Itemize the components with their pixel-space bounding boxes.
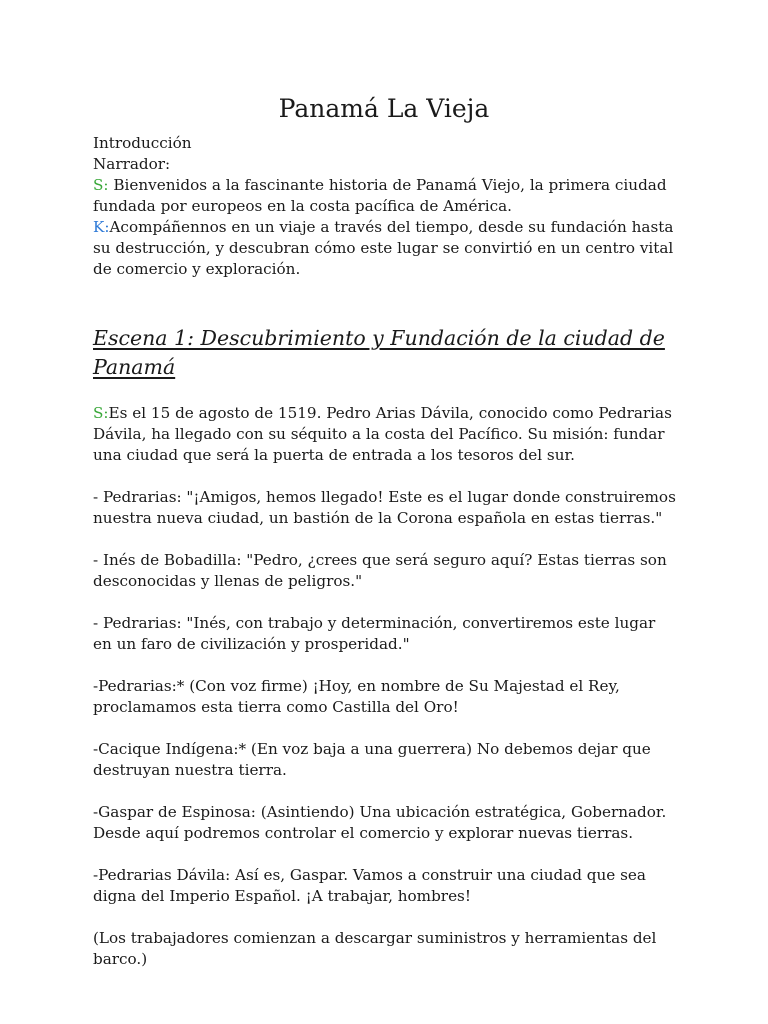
speaker-label-s: S: <box>93 176 109 194</box>
page-title: Panamá La Vieja <box>278 94 490 123</box>
dialogue-paragraph: -Pedrarias Dávila: Así es, Gaspar. Vamos a construir una ciudad que sea digna del Imperio Español. ¡A trabajar, hombres! <box>93 866 646 905</box>
intro-line-s <box>93 175 678 217</box>
dialogue-paragraph: -Cacique Indígena:* (En voz baja a una guerrera) No debemos dejar que destruyan nuestra tierra. <box>93 740 651 779</box>
scene-heading: Escena 1: Descubrimiento y Fundación de la ciudad de Panamá <box>93 326 665 379</box>
narrator-label: Narrador: <box>93 155 171 173</box>
dialogue-paragraph: - Inés de Bobadilla: "Pedro, ¿crees que será seguro aquí? Estas tierras son desconocidas y llenas de peligros." <box>93 551 667 590</box>
scene-body <box>93 403 678 991</box>
intro-line-k <box>93 217 678 280</box>
scene-opening-text: Es el 15 de agosto de 1519. Pedro Arias Dávila, conocido como Pedrarias Dávila, ha llegado con su séquito a la costa del Pacífico. Su misión: fundar una ciudad que será la puerta de entrada a los tesoros del sur. <box>93 404 672 464</box>
dialogue-paragraph: -Pedrarias:* (Con voz firme) ¡Hoy, en nombre de Su Majestad el Rey, proclamamos esta tierra como Castilla del Oro! <box>93 677 620 716</box>
stage-direction: (Los trabajadores comienzan a descargar suministros y herramientas del barco.) <box>93 929 657 968</box>
intro-line-text: Bienvenidos a la fascinante historia de Panamá Viejo, la primera ciudad fundada por europeos en la costa pacífica de América. <box>93 176 672 215</box>
speaker-label-s: S: <box>93 404 109 422</box>
dialogue-paragraph: - Pedrarias: "¡Amigos, hemos llegado! Este es el lugar donde construiremos nuestra nueva ciudad, un bastión de la Corona española en estas tierras." <box>93 488 676 527</box>
scene-opening <box>93 403 678 466</box>
dialogue-paragraph: - Pedrarias: "Inés, con trabajo y determinación, convertiremos este lugar en un faro de civilización y prosperidad." <box>93 614 656 653</box>
intro-section <box>93 133 678 280</box>
dialogue-paragraph: -Gaspar de Espinosa: (Asintiendo) Una ubicación estratégica, Gobernador. Desde aquí podremos controlar el comercio y explorar nuevas tierras. <box>93 803 667 842</box>
intro-heading: Introducción <box>93 134 192 152</box>
intro-line-text: Acompáñennos en un viaje a través del tiempo, desde su fundación hasta su destrucción, y descubran cómo este lugar se convirtió en un centro vital de comercio y exploración. <box>93 218 679 278</box>
speaker-label-k: K: <box>93 218 110 236</box>
